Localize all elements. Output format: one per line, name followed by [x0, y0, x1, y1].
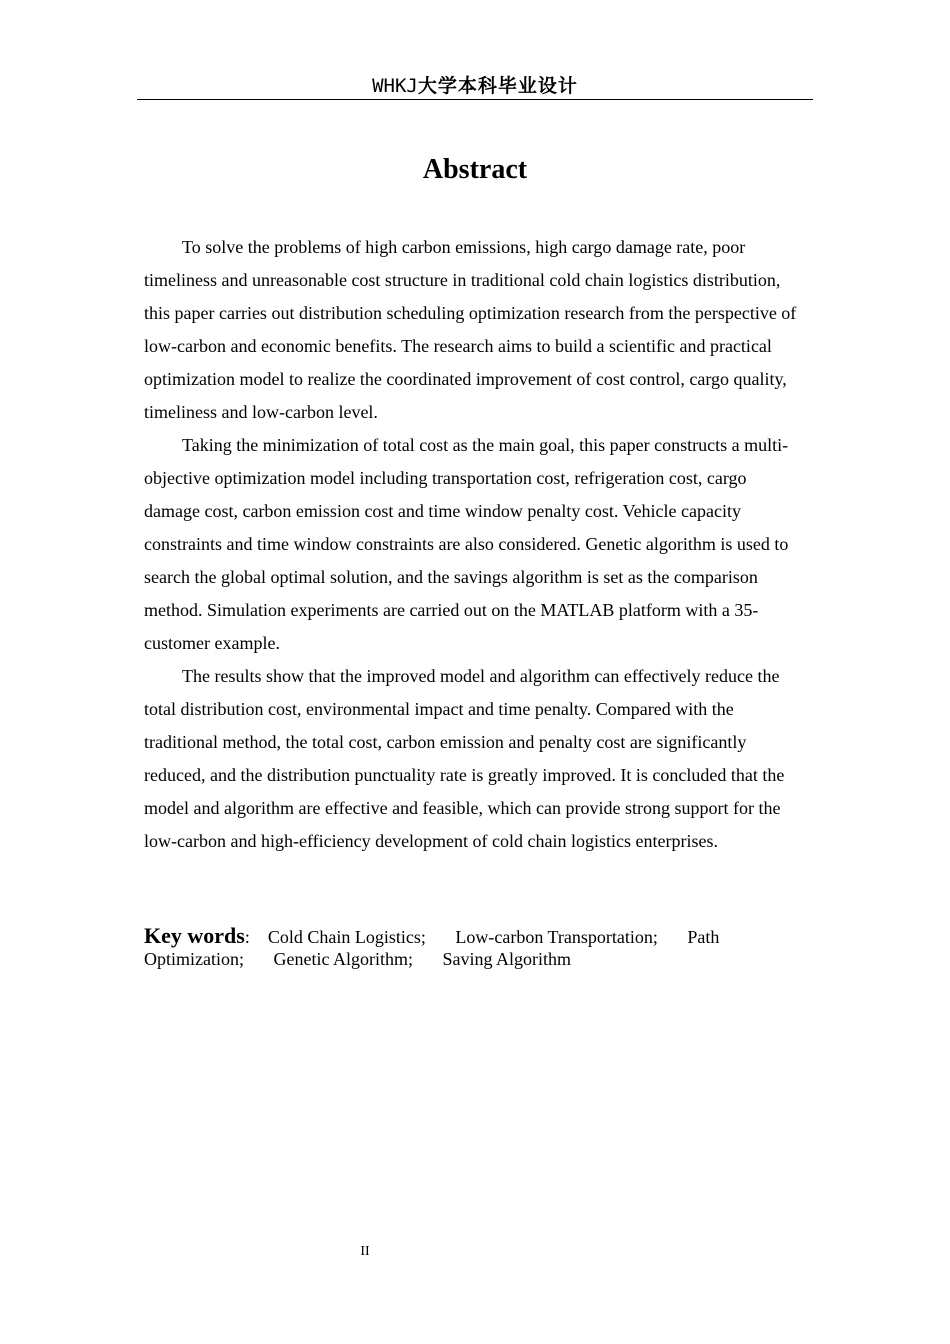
keyword-item: Cold Chain Logistics;: [267, 927, 426, 947]
header-divider: [137, 99, 813, 100]
abstract-body: [144, 231, 804, 858]
keywords-section: [144, 925, 764, 970]
keywords-separator: :: [244, 927, 250, 947]
keyword-item: Saving Algorithm: [442, 949, 571, 969]
running-header: [137, 72, 813, 100]
page-number: II: [360, 1244, 370, 1259]
keyword-item: Low-carbon Transportation;: [455, 927, 658, 947]
abstract-paragraph-1: To solve the problems of high carbon emissions, high cargo damage rate, poor timeliness and unreasonable cost structure in traditional cold chain logistics distribution, this paper carries out distribution scheduling optimization research from the perspective of low-carbon and economic benefits. The research aims to build a scientific and practical optimization model to realize the coordinated improvement of cost control, cargo quality, timeliness and low-carbon level.: [144, 237, 797, 422]
abstract-paragraph-2: Taking the minimization of total cost as the main goal, this paper constructs a multi-objective optimization model including transportation cost, refrigeration cost, cargo damage cost, carbon emission cost and time window penalty cost. Vehicle capacity constraints and time window constraints are also considered. Genetic algorithm is used to search the global optimal solution, and the savings algorithm is set as the comparison method. Simulation experiments are carried out on the MATLAB platform with a 35-customer example.: [144, 435, 789, 653]
header-document-type: 大学本科毕业设计: [417, 75, 578, 97]
abstract-title: Abstract: [422, 154, 528, 185]
keyword-item: Genetic Algorithm;: [273, 949, 413, 969]
abstract-paragraph-3: The results show that the improved model and algorithm can effectively reduce the total distribution cost, environmental impact and time penalty. Compared with the traditional method, the total cost, carbon emission and penalty cost are significantly reduced, and the distribution punctuality rate is greatly improved. It is concluded that the model and algorithm are effective and feasible, which can provide strong support for the low-carbon and high-efficiency development of cold chain logistics enterprises.: [144, 666, 785, 851]
keyword-item: Path Optimization;: [144, 927, 720, 969]
header-institution-code: WHKJ: [372, 75, 418, 97]
keywords-label: Key words: [144, 923, 245, 948]
